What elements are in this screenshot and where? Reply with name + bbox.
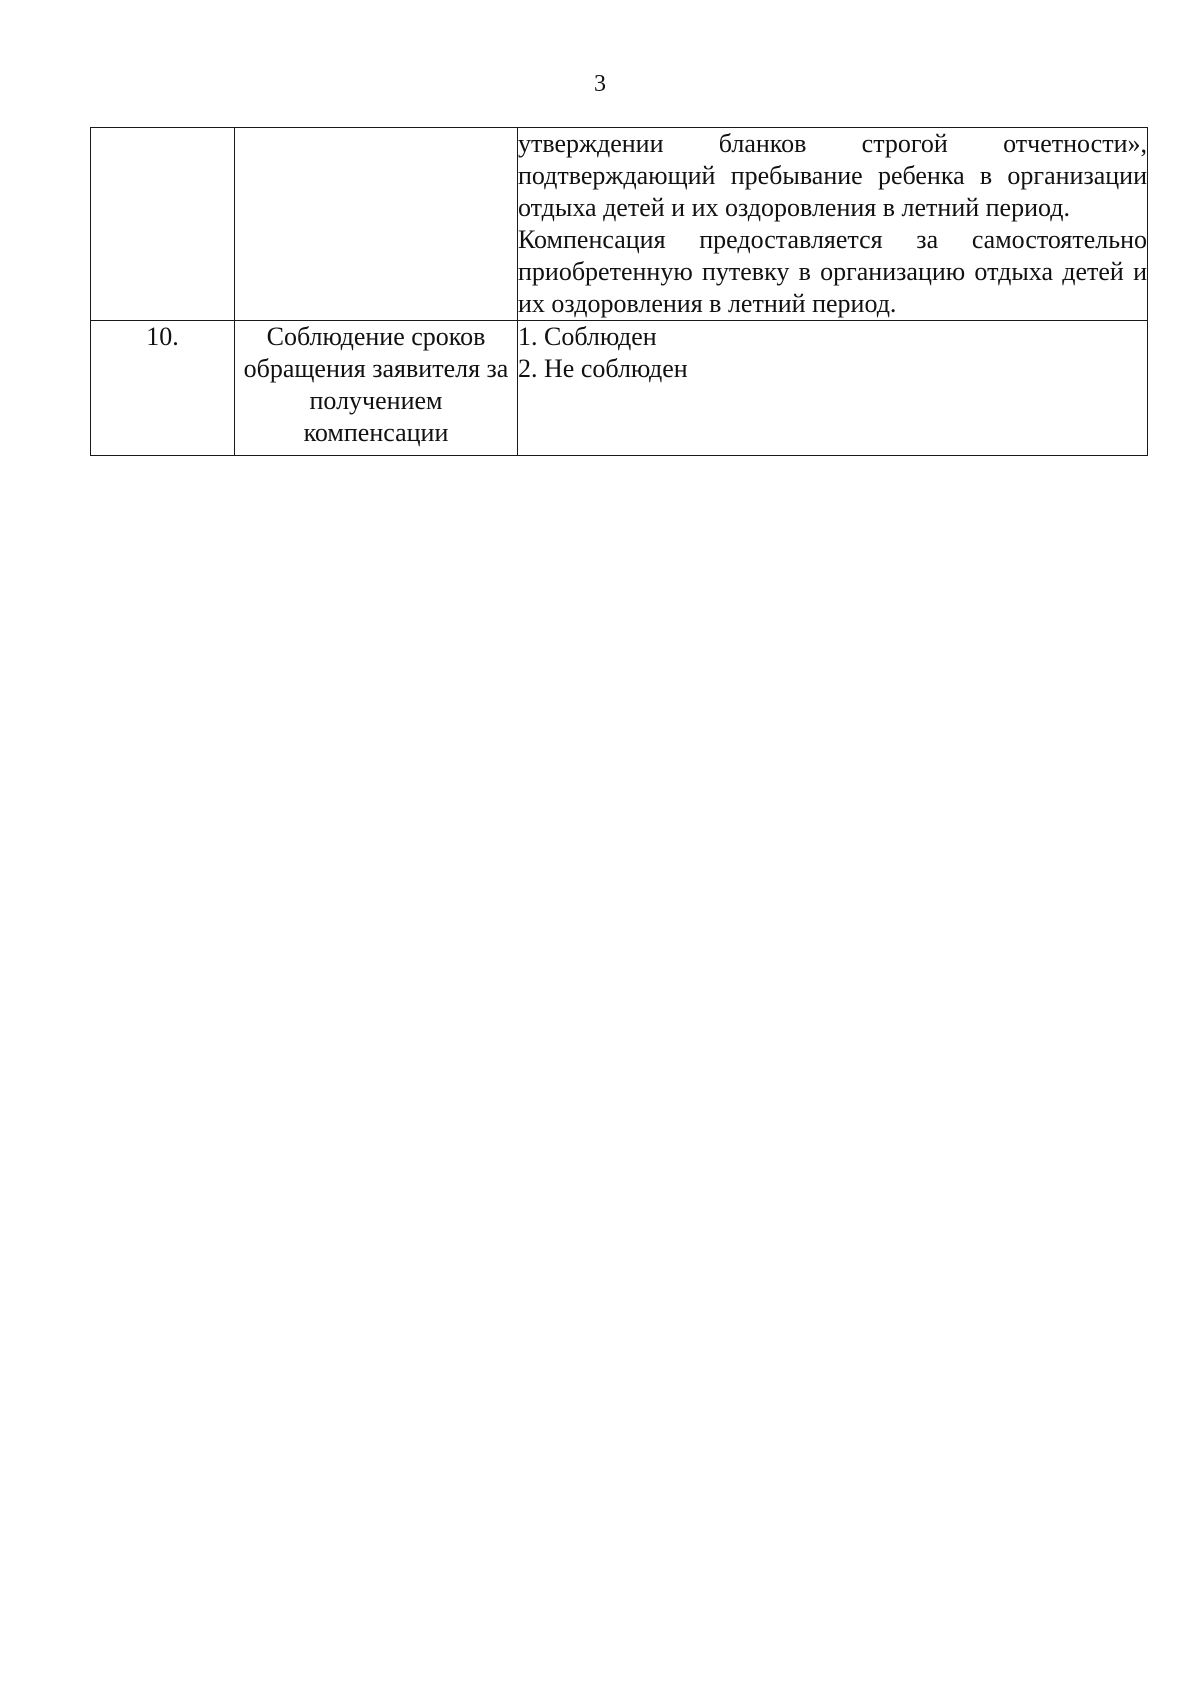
value-option: 2. Не соблюден: [518, 354, 688, 383]
criterion-name-cell: Соблюдение сроков обращения заявителя за получением компенсации: [235, 321, 518, 456]
criterion-value-cell: [518, 128, 1148, 321]
criteria-table: [90, 127, 1148, 456]
table-row: [91, 128, 1148, 321]
row-number-cell: 10.: [91, 321, 235, 456]
table-row: [91, 321, 1148, 456]
row-number-cell: [91, 128, 235, 321]
value-paragraph: утверждении бланков строгой отчетности», подтверждающий пребывание ребенка в организации отдыха детей и их оздоровления в летний период.: [518, 129, 1147, 222]
value-option: 1. Соблюден: [518, 322, 657, 351]
criterion-value-cell: [518, 321, 1148, 456]
page-number: 3: [594, 71, 606, 97]
criterion-name-cell: [235, 128, 518, 321]
value-paragraph: Компенсация предоставляется за самостоятельно приобретенную путевку в организацию отдыха детей и их оздоровления в летний период.: [518, 225, 1147, 318]
